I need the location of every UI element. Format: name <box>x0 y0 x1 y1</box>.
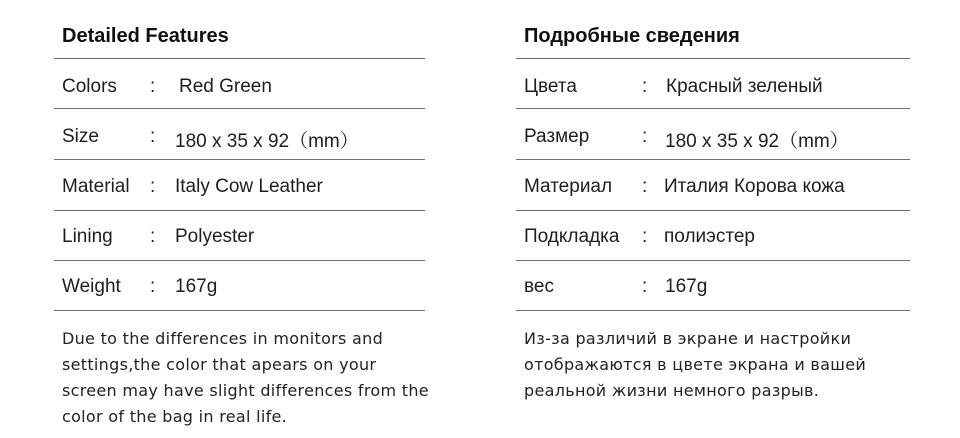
divider <box>516 108 910 109</box>
row-colon: : <box>150 226 156 247</box>
row-label-lining: Подкладка <box>524 226 620 247</box>
divider <box>54 58 425 59</box>
note-line: отображаются в цвете экрана и вашей <box>524 355 867 374</box>
color-disclaimer <box>62 326 457 430</box>
row-colon: : <box>150 276 156 297</box>
note-line: settings,the color that apears on your <box>62 355 377 374</box>
row-label-size: Размер <box>524 126 590 147</box>
row-colon: : <box>150 126 156 147</box>
section-title: Подробные сведения <box>524 25 740 47</box>
row-colon: : <box>150 76 156 97</box>
divider <box>516 310 910 311</box>
row-value-material: Италия Корова кожа <box>664 176 845 197</box>
row-colon: : <box>642 76 648 97</box>
divider <box>54 210 425 211</box>
row-label-size: Size <box>62 126 99 147</box>
row-colon: : <box>642 176 648 197</box>
row-value-colors: Красный зеленый <box>666 76 823 97</box>
note-line: color of the bag in real life. <box>62 407 288 426</box>
divider <box>54 310 425 311</box>
divider <box>54 260 425 261</box>
color-disclaimer <box>524 326 914 404</box>
row-value-lining: Polyester <box>175 226 255 247</box>
note-line: screen may have slight differences from the <box>62 381 429 400</box>
row-colon: : <box>150 176 156 197</box>
note-line: Due to the differences in monitors and <box>62 329 384 348</box>
divider <box>516 159 910 160</box>
row-label-weight: вес <box>524 276 554 297</box>
divider <box>54 108 425 109</box>
row-value-material: Italy Cow Leather <box>175 176 323 197</box>
note-line: Из-за различий в экране и настройки <box>524 329 852 348</box>
row-label-material: Материал <box>524 176 613 197</box>
row-value-weight: 167g <box>665 276 708 297</box>
row-colon: : <box>642 126 648 147</box>
row-label-lining: Lining <box>62 226 113 247</box>
row-colon: : <box>642 226 648 247</box>
note-line: реальной жизни немного разрыв. <box>524 381 820 400</box>
divider <box>516 58 910 59</box>
row-label-colors: Цвета <box>524 76 577 97</box>
divider <box>516 210 910 211</box>
row-value-size: 180 x 35 x 92（mm） <box>175 131 359 152</box>
row-colon: : <box>642 276 648 297</box>
row-label-colors: Colors <box>62 76 117 97</box>
row-value-lining: полиэстер <box>664 226 755 247</box>
divider <box>516 260 910 261</box>
section-title: Detailed Features <box>62 25 229 47</box>
row-label-weight: Weight <box>62 276 121 297</box>
divider <box>54 159 425 160</box>
row-label-material: Material <box>62 176 130 197</box>
row-value-size: 180 x 35 x 92（mm） <box>665 131 849 152</box>
row-value-weight: 167g <box>175 276 218 297</box>
row-value-colors: Red Green <box>179 76 272 97</box>
